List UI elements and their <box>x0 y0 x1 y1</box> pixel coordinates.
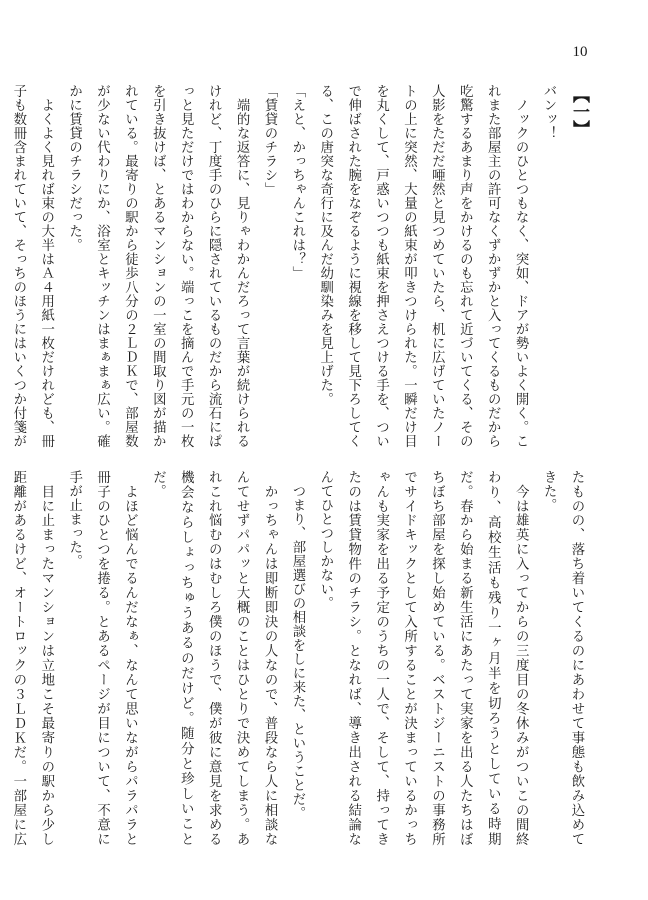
paragraph: 「賃貸のチラシ」 <box>261 84 277 196</box>
upper-text-block <box>10 84 562 448</box>
paragraph: 端的な返答に、見りゃわかんだろって言葉が続けられるけれど、丁度手のひらに隠されているものだから流石にぱっと見ただけではわからない。端っこを摘んで手元の一枚を引き抜けば、とあるマンションの一室の間取り図が描かれている。最寄りの駅から徒歩八分の２ＬＤＫで、部屋数が少ない代わりにか、浴室とキッチンはまぁまぁ広い。確かに賃貸のチラシだった。 <box>66 84 250 448</box>
paragraph: 「えと、かっちゃんこれは？」 <box>289 84 305 280</box>
page-number: 10 <box>572 44 588 60</box>
paragraph: ノックのひとつもなく、突如、ドアが勢いよく開く。これまた部屋主の許可なくずかずかと入ってくるものだから吃驚するあまり声をかけるのも忘れて近づいてくる、その人影をただだ唖然と見つめていたら、机に広げていたノートの上に突然、大量の紙束が叩きつけられた。一瞬だけ目を丸くして、戸惑いつつも紙束を押さえつける手を、ついで伸ばされた腕をなぞるように視線を移して見下ろしてくる、この唐突な奇行に及んだ幼馴染みを見上げた。 <box>317 84 529 448</box>
paragraph: かっちゃんは即断即決の人なので、普段なら人に相談なんてせずパパッと大概のことはひとりで決めてしまう。あれこれ悩むのはむしろ僕のほうで、僕が彼に意見を求める機会ならしょっちゅうあるのだけど。随分と珍しいことだ。 <box>150 470 278 846</box>
paragraph: 今は雄英に入ってからの三度目の冬休みがついこの間終わり、高校生活も残り一ヶ月半を切ろうとしている時期だ。春から始まる新生活にあたって実家を出る人たちはぼちぼち部屋を探し始めている。ベストジーニストの事務所でサイドキックとして入所することが決まっているかっちゃんも実家を出る予定のうちの一人で、そして、持ってきたのは賃貸物件のチラシ。となれば、導き出される結論なんてひとつしかない。 <box>317 470 529 846</box>
paragraph: よほど悩んでるんだなぁ、なんて思いながらパラパラと冊子のひとつを捲る。とあるページが目について、不意に手が止まった。 <box>66 470 138 846</box>
paragraph: たものの、落ち着いてくるのにあわせて事態も飲み込めてきた。 <box>541 470 584 846</box>
paragraph: 目に止まったマンションは立地こそ最寄りの駅から少し距離があるけど、オートロックの３ＬＤＫだ。一部屋に広 <box>10 470 54 846</box>
paragraph: つまり、部屋選びの相談をしに来た、ということだ。 <box>289 470 305 820</box>
chapter-mark: 【一】 <box>569 86 589 137</box>
paragraph: よくよく見れば束の大半はＡ４用紙一枚だけれども、冊子も数冊含まれていて、そっちのほうにはいくつか付箋が <box>10 84 54 448</box>
lower-text-block <box>10 470 590 846</box>
paragraph: バンッ！ <box>541 84 556 140</box>
